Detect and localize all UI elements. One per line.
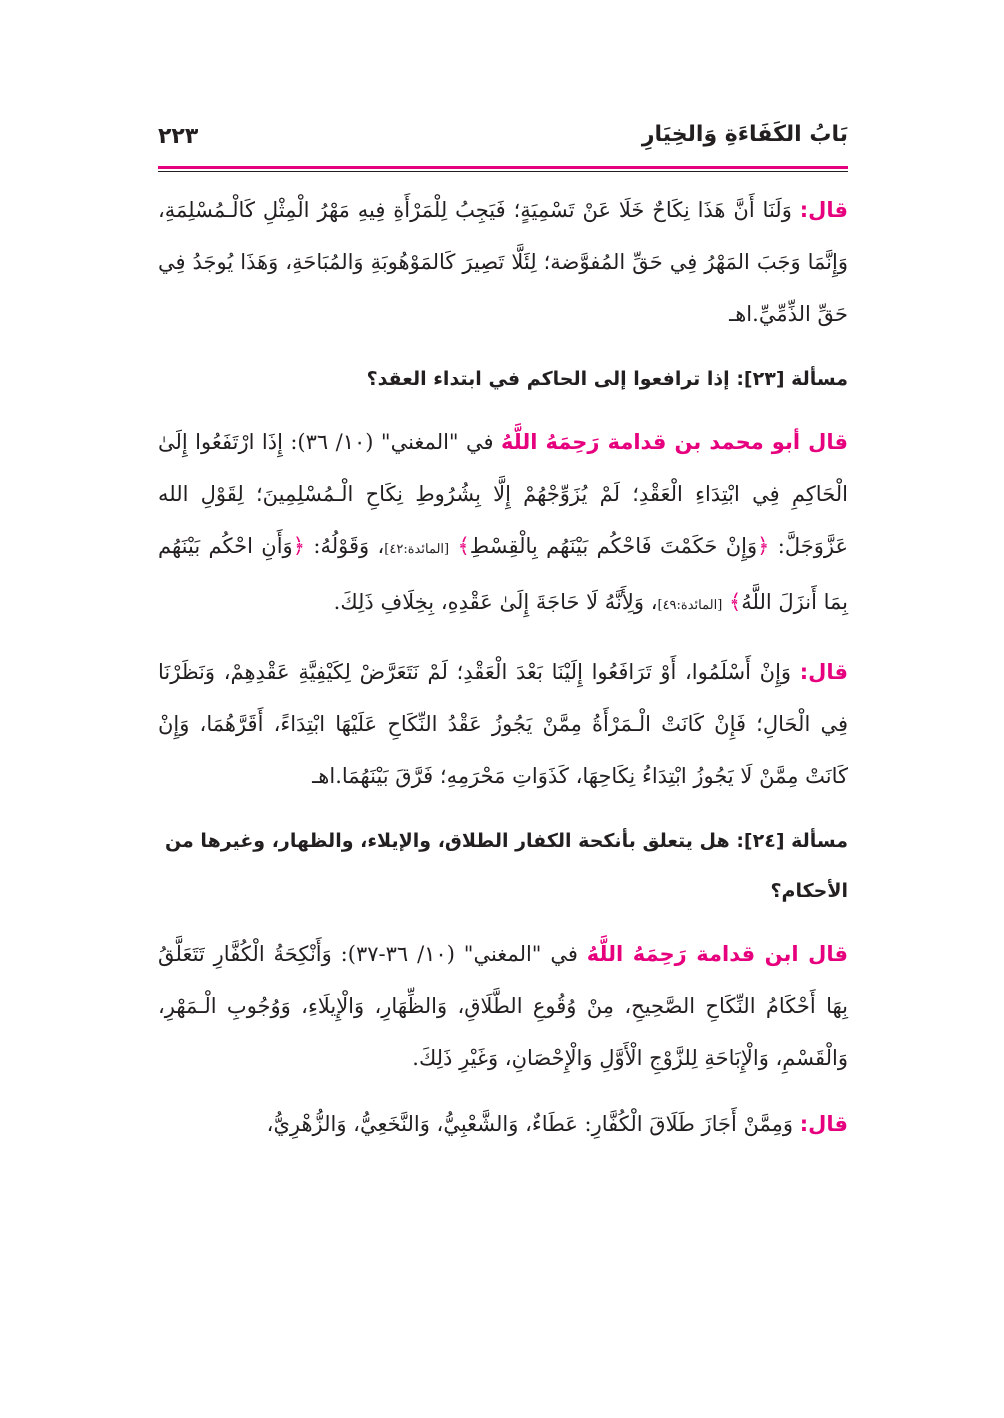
paragraph-3 (158, 646, 848, 802)
paragraph-2 (158, 416, 848, 632)
verse-citation: [المائدة:٤٩] (657, 598, 723, 613)
paragraph-text: وَلَنَا أَنَّ هَذَا نِكَاحٌ خَلَا عَنْ تَسْمِيَةٍ؛ فَيَجِبُ لِلْمَرْأَةِ فِيهِ مَهْرُ الْمِثْلِ كَالْـمُسْلِمَةِ، وَإِنَّمَا وَجَبَ المَهْرُ فِي حَقِّ المُفوَّضة؛ لِئَلَّا تَصِيرَ كَالمَوْهُوبَةِ وَالمُبَاحَةِ، وَهَذَا يُوجَدُ فِي حَقِّ الذِّمِّيِّ.اهـ (158, 198, 848, 326)
speaker-label: قال: (799, 198, 848, 222)
issue-heading-24 (158, 816, 848, 916)
header-rule-thin (158, 171, 848, 172)
document-page (158, 118, 848, 1150)
paragraph-text: ، وَقَوْلُهُ: (305, 534, 385, 558)
speaker-label: قال: (799, 660, 848, 684)
speaker-label: قال ابن قدامة رَحِمَهُ اللَّهُ (586, 942, 848, 966)
ornate-bracket-close: ﴾ (457, 534, 470, 558)
paragraph-5 (158, 1098, 848, 1150)
issue-number: مسألة [٢٤]: (736, 830, 848, 852)
ornate-bracket-open: ﴿ (292, 534, 306, 558)
paragraph-text: في "المغني" (١٠/ ٣٦-٣٧): وَأَنْكِحَةُ الْكُفَّارِ تَتَعَلَّقُ بِهَا أَحْكَامُ النِّكَاحِ الصَّحِيحِ، مِنْ وُقُوعِ الطَّلَاقِ، وَالظِّهَارِ، وَالْإِيلَاءِ، وَوُجُوبِ الْـمَهْرِ، وَالْقَسْمِ، وَالْإِبَاحَةِ لِلزَّوْجِ الْأَوَّلِ وَالْإِحْصَانِ، وَغَيْرِ ذَلِكَ. (158, 942, 848, 1070)
ornate-bracket-close: ﴾ (728, 590, 742, 614)
issue-heading-23 (158, 354, 848, 404)
quran-verse: وَأَنِ احْكُم بَيْنَهُم بِمَا أَنزَلَ اللَّهُ (158, 534, 848, 614)
running-header (158, 118, 848, 158)
paragraph-text: وَمِمَّنْ أَجَازَ طَلَاقَ الْكُفَّارِ: عَطَاءٌ، وَالشَّعْبِيُّ، وَالنَّخَعِيُّ، وَالزُّهْرِيُّ، (266, 1112, 800, 1136)
paragraph-text: ، وَلِأَنَّهُ لَا حَاجَةَ إِلَىٰ عَقْدِهِ، بِخِلَافِ ذَلِكَ. (333, 590, 658, 614)
speaker-label: قال أبو محمد بن قدامة رَحِمَهُ اللَّهُ (501, 430, 848, 454)
speaker-label: قال: (799, 1112, 848, 1136)
quran-verse: وَإِنْ حَكَمْتَ فَاحْكُم بَيْنَهُم بِالْقِسْطِ (469, 534, 758, 558)
ornate-bracket-open: ﴿ (757, 534, 770, 558)
issue-number: مسألة [٢٣]: (736, 368, 848, 390)
paragraph-1 (158, 184, 848, 340)
paragraph-4 (158, 928, 848, 1084)
chapter-title: بَابُ الكَفَاءَةِ وَالخِيَارِ (641, 122, 848, 147)
page-number: ٢٢٣ (158, 124, 199, 149)
verse-citation: [المائدة:٤٢] (384, 542, 450, 557)
issue-title: إذا ترافعوا إلى الحاكم في ابتداء العقد؟ (366, 368, 737, 390)
paragraph-text: وَإِنْ أَسْلَمُوا، أَوْ تَرَافَعُوا إِلَيْنَا بَعْدَ الْعَقْدِ؛ لَمْ نَتَعَرَّضْ لِكَيْفِيَّةِ عَقْدِهِمْ، وَنَظَرْنَا فِي الْحَالِ؛ فَإِنْ كَانَتْ الْـمَرْأَةُ مِمَّنْ يَجُوزُ عَقْدُ النِّكَاحِ عَلَيْهَا ابْتِدَاءً، أَقَرَّهُمَا، وَإِنْ كَانَتْ مِمَّنْ لَا يَجُوزُ ابْتِدَاءُ نِكَاحِهَا، كَذَوَاتِ مَحْرَمِهِ؛ فَرَّقَ بَيْنَهُمَا.اهـ (158, 660, 848, 788)
paragraph-text: في "المغني" (١٠/ ٣٦): إِذَا ارْتَفَعُوا إِلَىٰ الْحَاكِمِ فِي ابْتِدَاءِ الْعَقْدِ؛ لَمْ يُزَوِّجْهُمْ إِلَّا بِشُرُوطِ نِكَاحِ الْـمُسْلِمِينَ؛ لِقَوْلِ الله عَزَّوَجَلَّ: (158, 430, 849, 558)
header-rule (158, 166, 848, 169)
issue-title: هل يتعلق بأنكحة الكفار الطلاق، والإيلاء، والظهار، وغيرها من الأحكام؟ (164, 830, 848, 902)
